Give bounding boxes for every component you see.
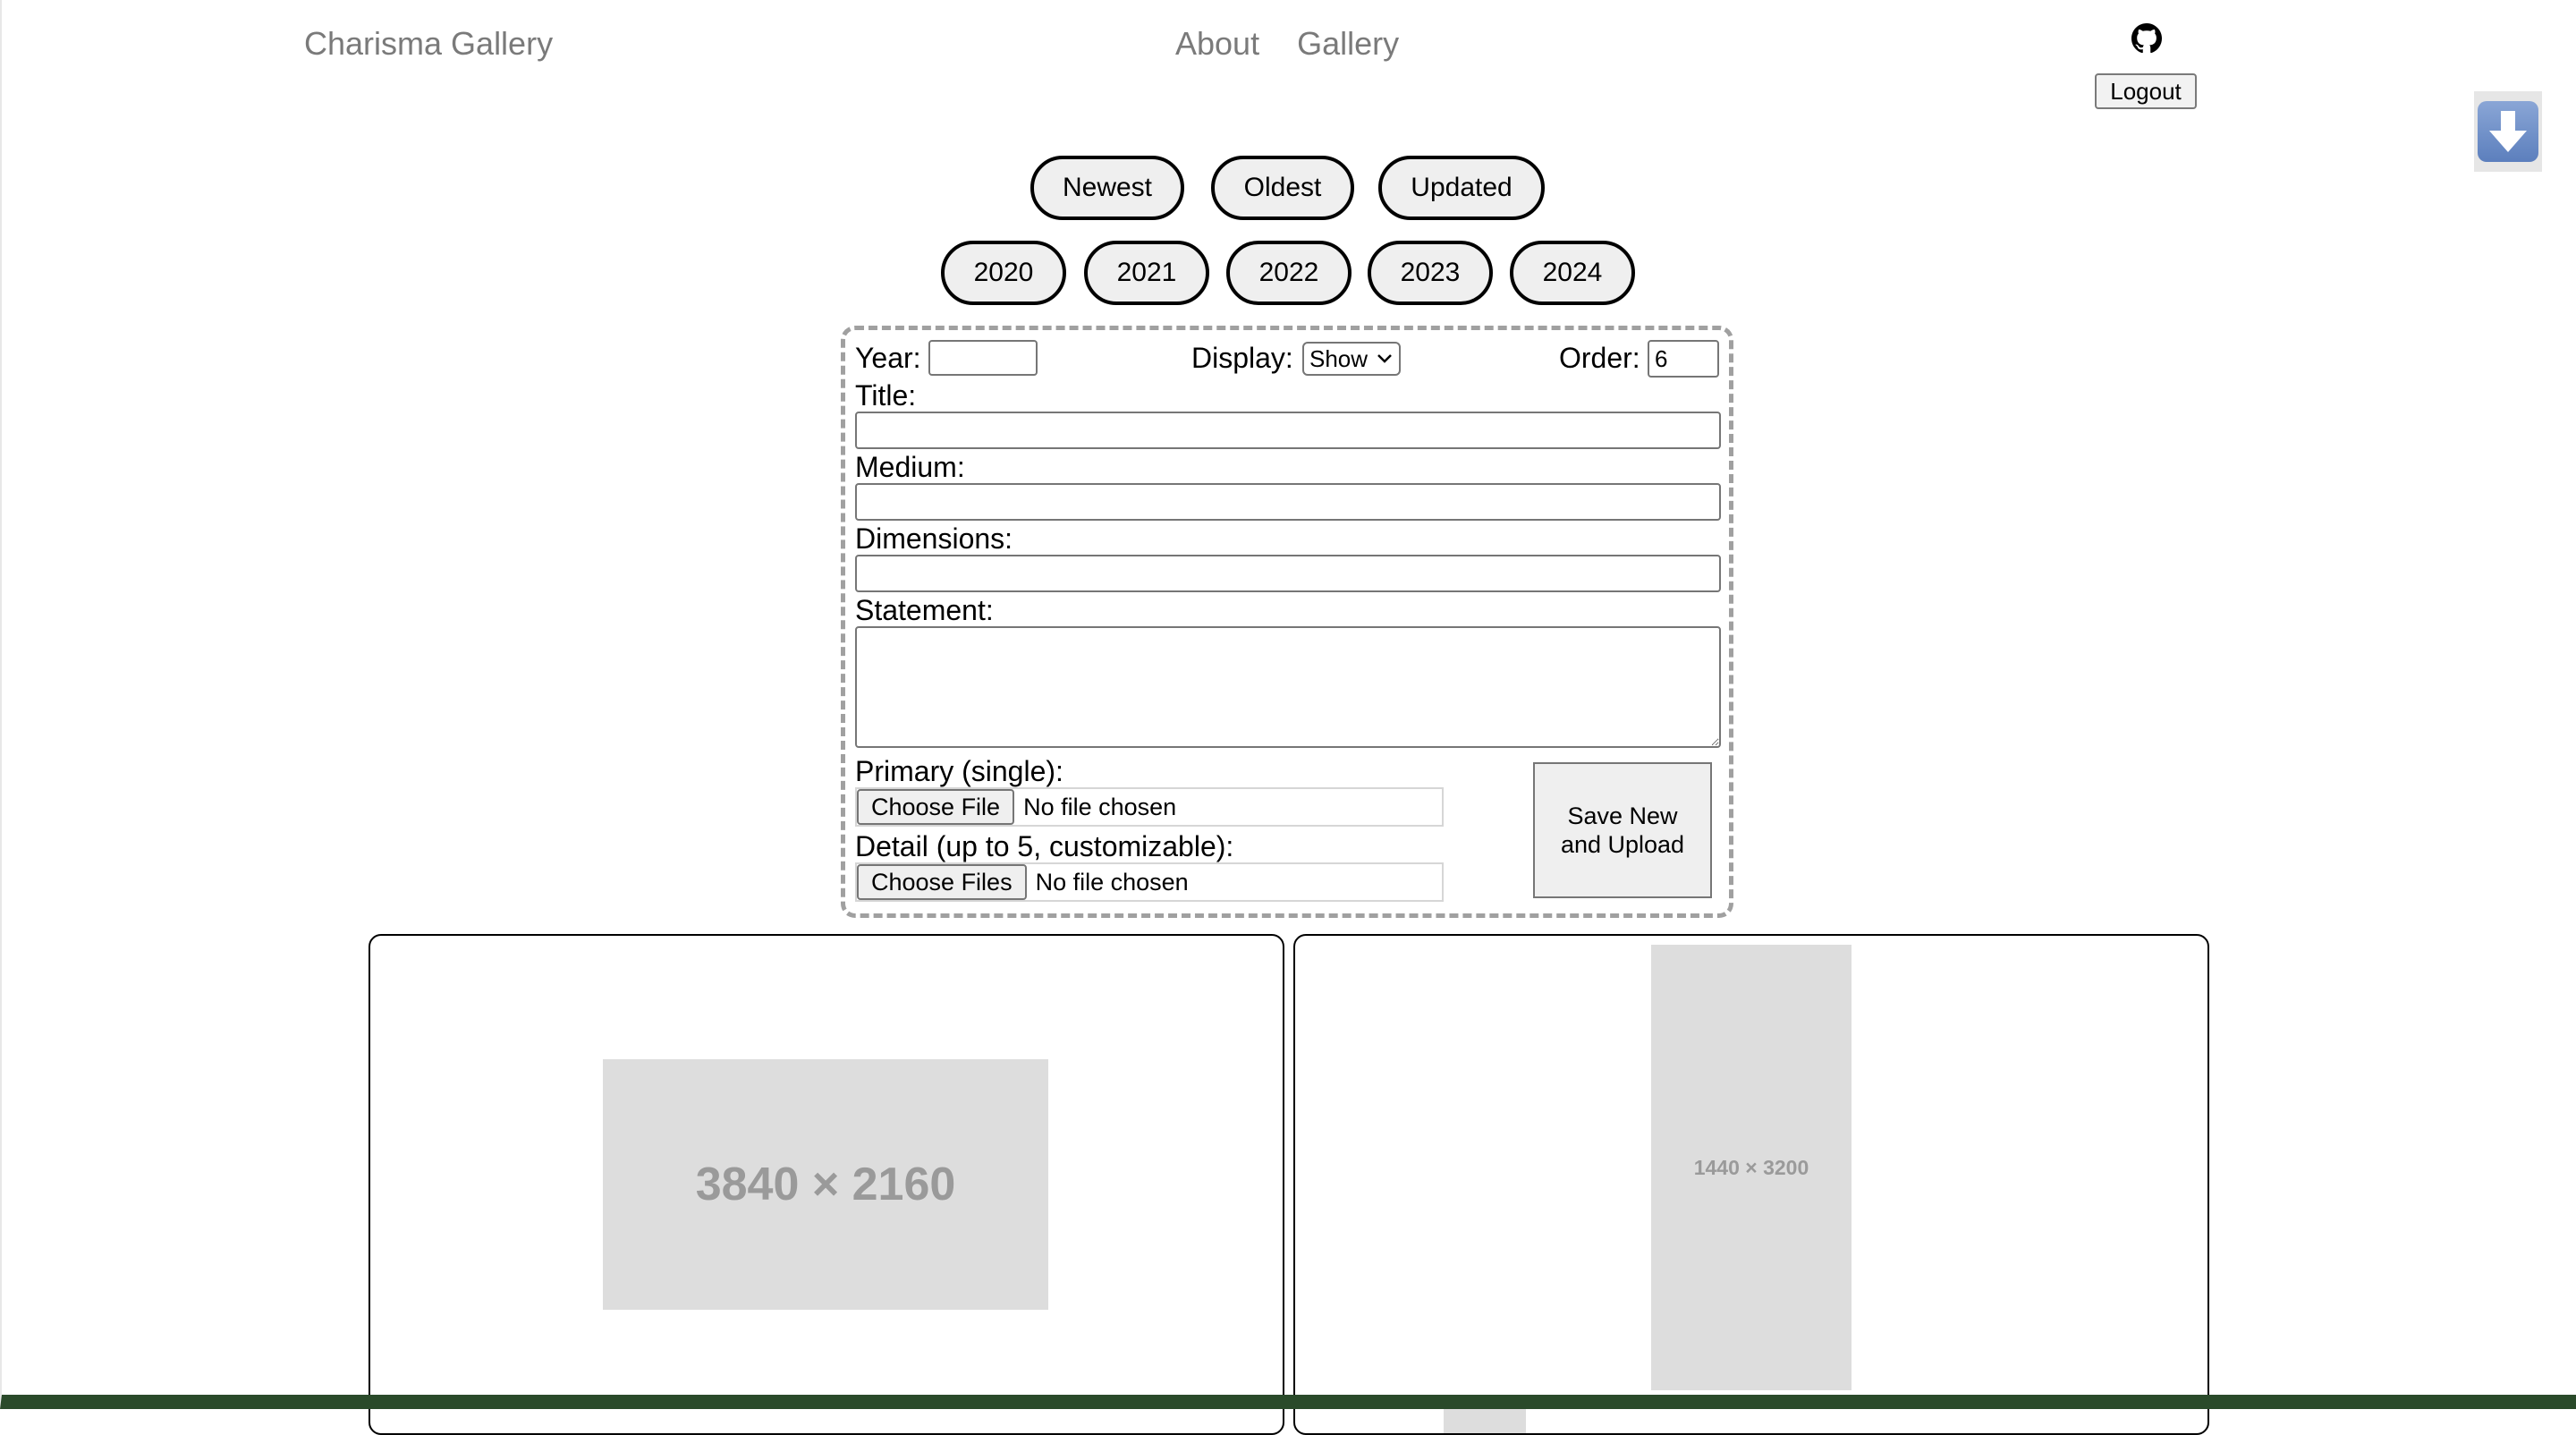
statement-textarea[interactable] — [855, 626, 1721, 748]
site-brand[interactable]: Charisma Gallery — [304, 25, 554, 62]
primary-file-input — [855, 787, 1444, 827]
github-icon[interactable] — [2131, 23, 2162, 54]
sort-updated-button[interactable]: Updated — [1378, 156, 1545, 220]
chevron-down-icon — [1377, 353, 1393, 364]
gallery-card[interactable] — [369, 934, 1284, 1435]
sort-oldest-button[interactable]: Oldest — [1211, 156, 1354, 220]
title-label: Title: — [855, 379, 917, 412]
statement-label: Statement: — [855, 594, 994, 626]
year-label: Year: — [855, 342, 921, 374]
year-2021-button[interactable]: 2021 — [1084, 241, 1209, 305]
primary-file-status: No file chosen — [1023, 793, 1177, 820]
primary-file-label: Primary (single): — [855, 755, 1063, 787]
medium-label: Medium: — [855, 451, 965, 483]
save-upload-line2: and Upload — [1560, 831, 1685, 858]
detail-file-status: No file chosen — [1035, 868, 1189, 896]
arrow-down-icon — [2478, 101, 2538, 162]
year-2024-button[interactable]: 2024 — [1510, 241, 1635, 305]
thumbnail-placeholder — [1444, 1397, 1526, 1433]
logout-button[interactable]: Logout — [2095, 73, 2197, 109]
nav-gallery[interactable]: Gallery — [1297, 25, 1400, 62]
order-label: Order: — [1559, 342, 1640, 374]
year-2023-button[interactable]: 2023 — [1368, 241, 1493, 305]
save-upload-line1: Save New — [1567, 802, 1678, 829]
detail-file-input — [855, 862, 1444, 902]
dimensions-label: Dimensions: — [855, 522, 1013, 555]
artwork-placeholder-image: 1440 × 3200 — [1651, 945, 1852, 1390]
dimensions-input[interactable] — [855, 555, 1721, 592]
display-label: Display: — [1191, 342, 1293, 374]
scroll-down-button[interactable] — [2474, 91, 2542, 172]
year-input[interactable] — [928, 340, 1038, 376]
save-upload-button[interactable] — [1533, 762, 1712, 898]
choose-file-button[interactable]: Choose File — [857, 789, 1014, 825]
gallery-card[interactable] — [1293, 934, 2209, 1435]
detail-file-label: Detail (up to 5, customizable): — [855, 830, 1234, 862]
display-select-value: Show — [1309, 344, 1368, 372]
sort-newest-button[interactable]: Newest — [1030, 156, 1184, 220]
medium-input[interactable] — [855, 483, 1721, 521]
title-input[interactable] — [855, 412, 1721, 449]
choose-files-button[interactable]: Choose Files — [857, 864, 1027, 900]
year-2022-button[interactable]: 2022 — [1226, 241, 1352, 305]
display-select[interactable] — [1302, 342, 1401, 376]
order-input[interactable] — [1648, 340, 1719, 378]
nav-about[interactable]: About — [1175, 25, 1260, 62]
artwork-placeholder-image: 3840 × 2160 — [603, 1059, 1048, 1310]
main-nav — [1175, 25, 1399, 63]
year-2020-button[interactable]: 2020 — [941, 241, 1066, 305]
